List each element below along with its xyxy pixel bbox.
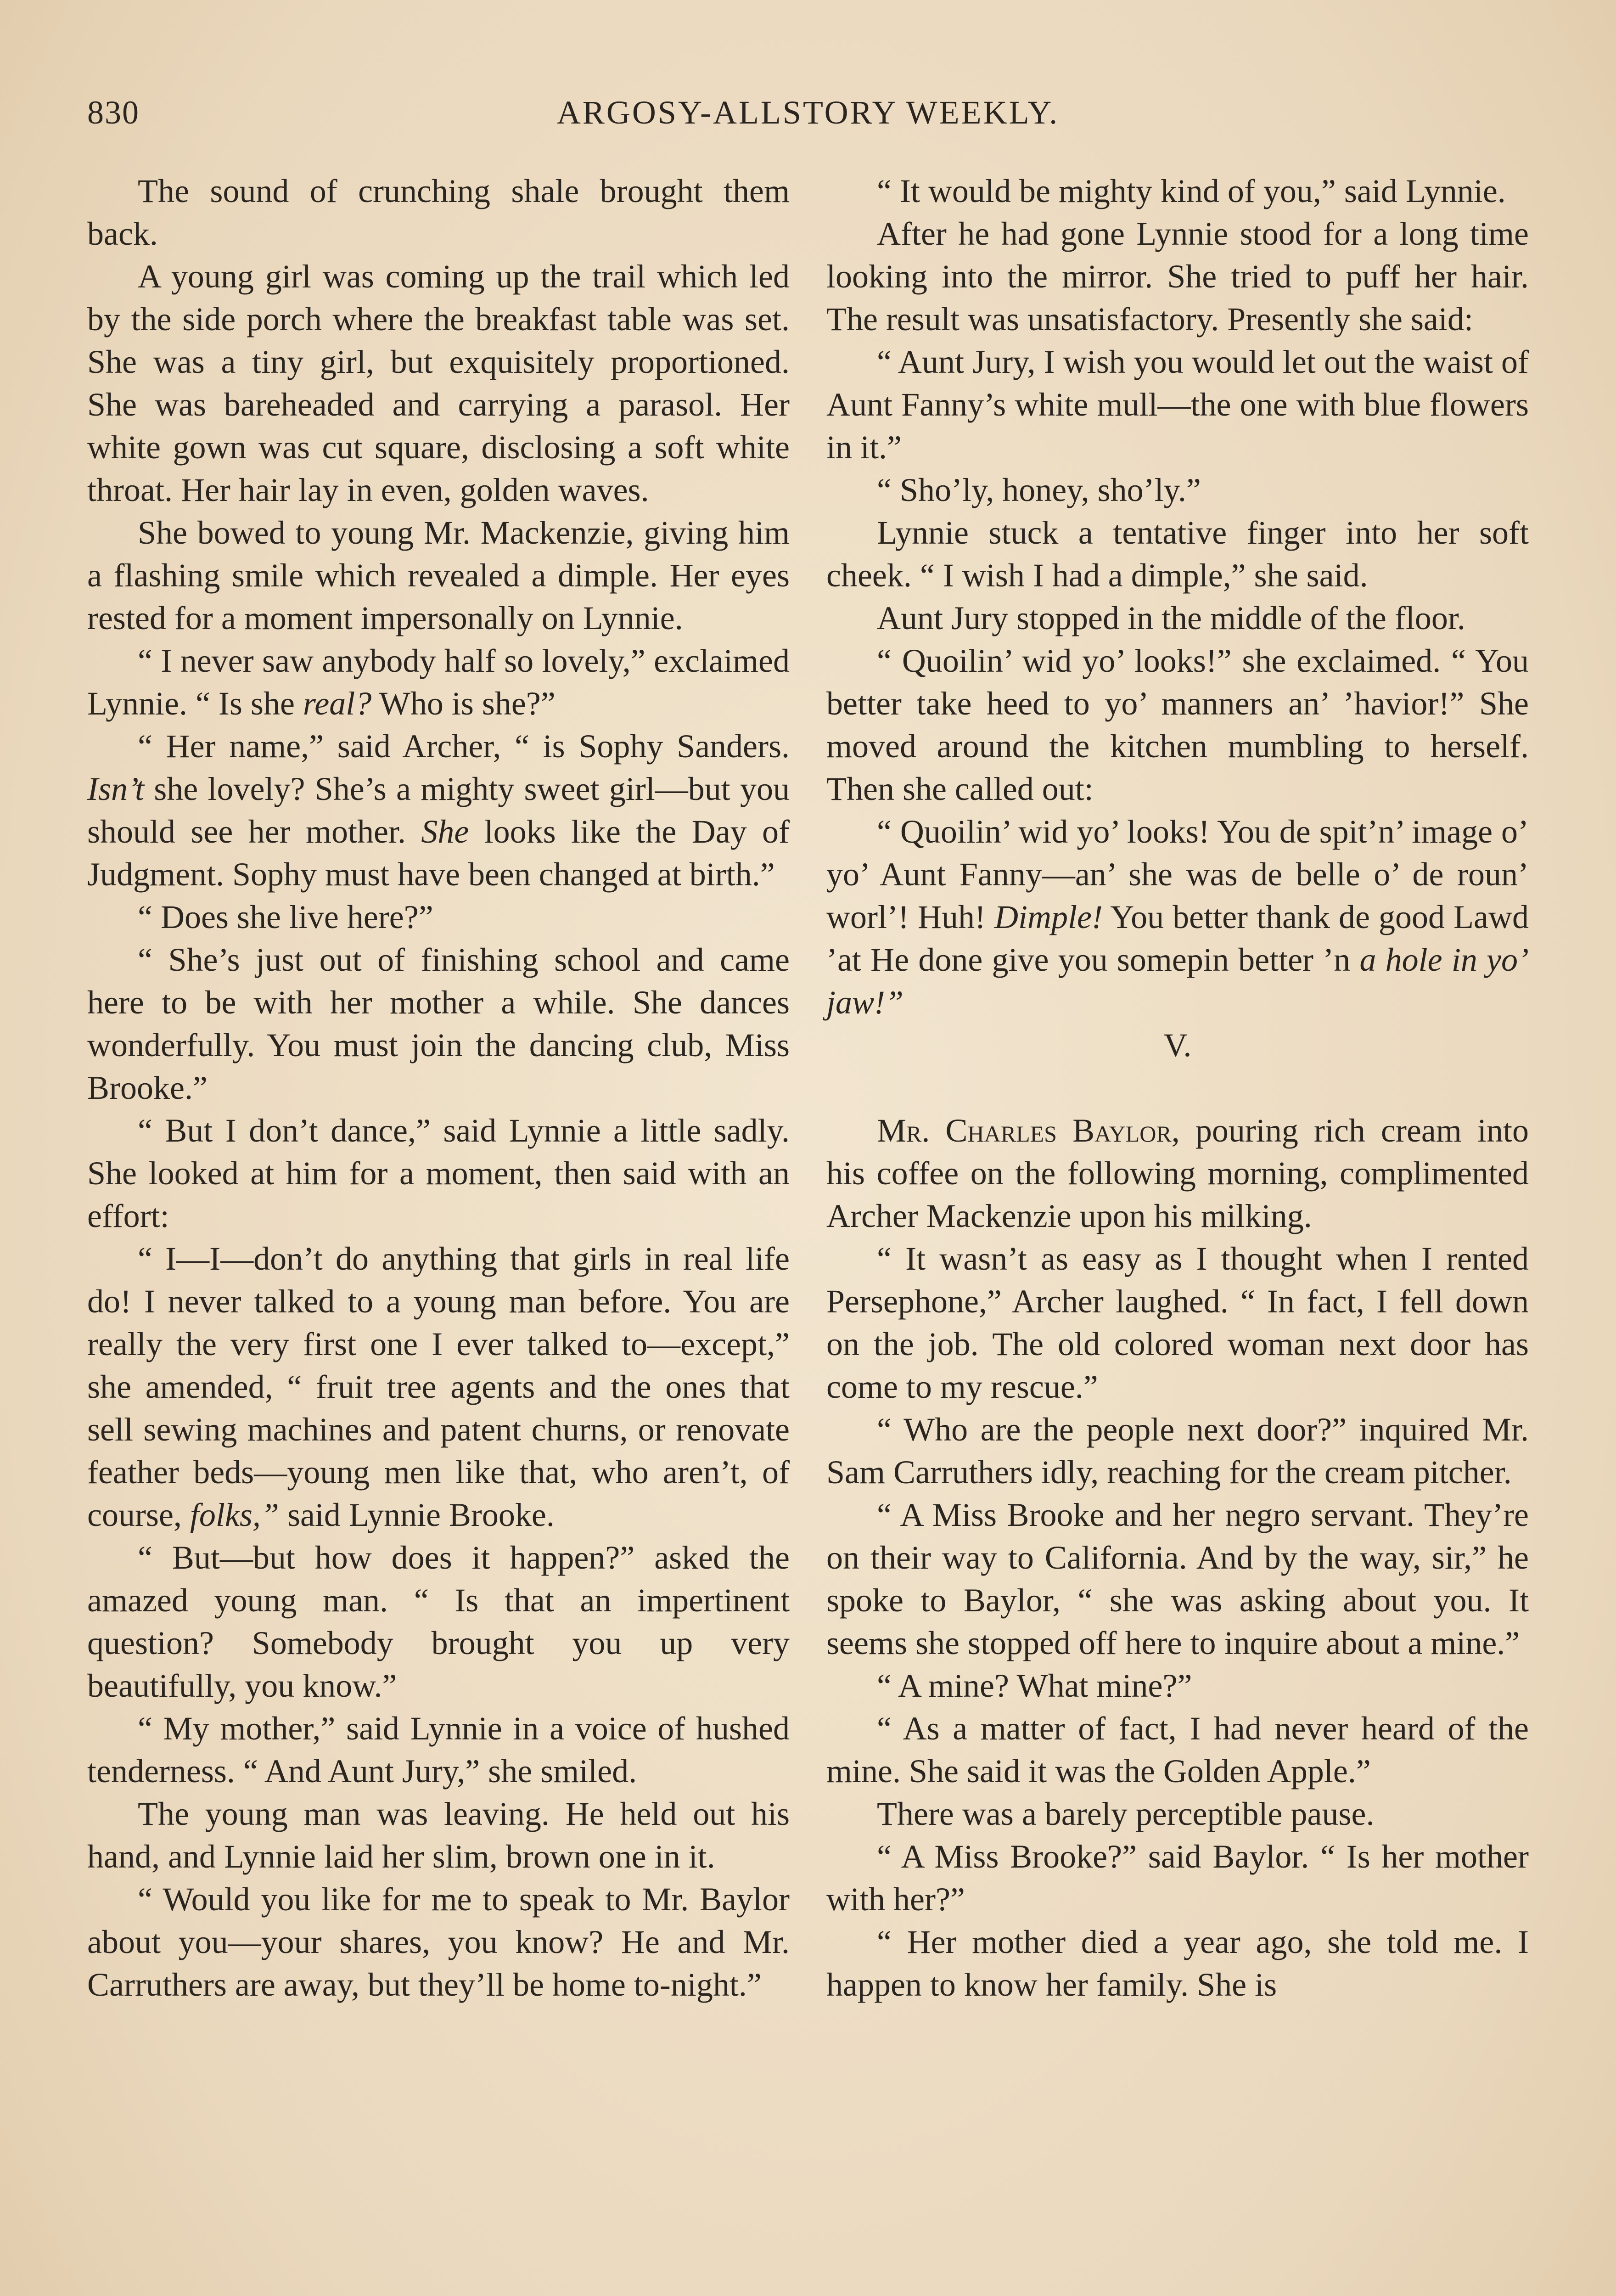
paragraph: “ Sho’ly, honey, sho’ly.” xyxy=(877,472,1201,508)
paragraph: After he had gone Lynnie stood for a long time looking into the mirror. She tried to puff her hair. The result was unsatisfactory. Presently she said: xyxy=(826,215,1529,338)
paragraph: Mr. Charles Baylor, pouring rich cream into his coffee on the following morning, complimented Archer Mackenzie upon his milking. xyxy=(826,1112,1529,1234)
paragraph: “ But—but how does it happen?” asked the amazed young man. “ Is that an impertinent question? Somebody brought you up very beautifully, you know.” xyxy=(87,1539,790,1704)
paragraph: The sound of crunching shale brought them back. xyxy=(87,173,790,252)
paragraph: Aunt Jury stopped in the middle of the floor. xyxy=(877,600,1465,636)
italic-text: Dimple! xyxy=(994,899,1103,935)
left-column xyxy=(87,170,790,2006)
paragraph: “ Aunt Jury, I wish you would let out the waist of Aunt Fanny’s white mull—the one with blue flowers in it.” xyxy=(826,343,1529,466)
paragraph: “ She’s just out of finishing school and came here to be with her mother a while. She dances wonderfully. You must join the dancing club, Miss Brooke.” xyxy=(87,941,790,1106)
paragraph: “ Who are the people next door?” inquired Mr. Sam Carruthers idly, reaching for the cream pitcher. xyxy=(826,1411,1529,1491)
paragraph: The young man was leaving. He held out his hand, and Lynnie laid her slim, brown one in it. xyxy=(87,1795,790,1875)
paragraph: A young girl was coming up the trail which led by the side porch where the breakfast table was set. She was a tiny girl, but exquisitely proportioned. She was bareheaded and carrying a parasol. Her white gown was cut square, disclosing a soft white throat. Her hair lay in even, golden waves. xyxy=(87,258,790,508)
paragraph: “ But I don’t dance,” said Lynnie a little sadly. She looked at him for a moment, then said with an effort: xyxy=(87,1112,790,1234)
paragraph: “ Her mother died a year ago, she told me. I happen to know her family. She is xyxy=(826,1924,1529,2003)
paragraph: “ I—I—don’t do anything that girls in real life do! I never talked to a young man before. You are really the very first one I ever talked to—except,” she amended, “ fruit tree agents and the ones that sell sewing machines and patent churns, or renovate feather beds—young men like that, who aren’t, of course, folks,” said Lynnie Brooke. xyxy=(87,1240,790,1533)
small-caps-text: Mr. Charles Baylor, xyxy=(877,1112,1180,1149)
italic-text: folks,” xyxy=(190,1497,279,1533)
paragraph: “ Her name,” said Archer, “ is Sophy Sanders. Isn’t she lovely? She’s a mighty sweet girl—but you should see her mother. She looks like the Day of Judgment. Sophy must have been changed at birth.” xyxy=(87,728,790,893)
page-header xyxy=(87,87,1529,138)
paragraph: “ Quoilin’ wid yo’ looks!” she exclaimed. “ You better take heed to yo’ manners an’ ’havior!” She moved around the kitchen mumbling to herself. Then she called out: xyxy=(826,642,1529,807)
paragraph: There was a barely perceptible pause. xyxy=(877,1795,1375,1832)
italic-text: She xyxy=(421,813,469,850)
section-heading: V. xyxy=(1163,1027,1192,1064)
paragraph: “ It would be mighty kind of you,” said Lynnie. xyxy=(877,173,1506,209)
paragraph: “ It wasn’t as easy as I thought when I rented Persephone,” Archer laughed. “ In fact, I fell down on the job. The old colored woman next door has come to my rescue.” xyxy=(826,1240,1529,1405)
paragraph: “ A Miss Brooke and her negro servant. They’re on their way to California. And by the way, sir,” he spoke to Baylor, “ she was asking about you. It seems she stopped off here to inquire about a mine.” xyxy=(826,1497,1529,1661)
paragraph: “ I never saw anybody half so lovely,” exclaimed Lynnie. “ Is she real? Who is she?” xyxy=(87,642,790,722)
page-number: 830 xyxy=(87,94,140,131)
paragraph: “ Would you like for me to speak to Mr. Baylor about you—your shares, you know? He and Mr. Carruthers are away, but they’ll be home to-night.” xyxy=(87,1881,790,2003)
paragraph: “ A mine? What mine?” xyxy=(877,1667,1192,1704)
italic-text: Isn’t xyxy=(87,771,144,807)
italic-text: real? xyxy=(303,685,372,722)
paragraph: “ As a matter of fact, I had never heard of the mine. She said it was the Golden Apple.” xyxy=(826,1710,1529,1790)
paragraph: “ A Miss Brooke?” said Baylor. “ Is her mother with her?” xyxy=(826,1838,1529,1918)
paragraph: “ Quoilin’ wid yo’ looks! You de spit’n’ image o’ yo’ Aunt Fanny—an’ she was de belle o’ de roun’ worl’! Huh! Dimple! You better thank de good Lawd ’at He done give you somepin better ’n a hole in yo’ jaw!” xyxy=(826,813,1529,1021)
running-title: ARGOSY-ALLSTORY WEEKLY. xyxy=(556,94,1060,131)
paragraph: “ My mother,” said Lynnie in a voice of hushed tenderness. “ And Aunt Jury,” she smiled. xyxy=(87,1710,790,1790)
paragraph: “ Does she live here?” xyxy=(138,899,433,935)
paragraph: She bowed to young Mr. Mackenzie, giving him a flashing smile which revealed a dimple. Her eyes rested for a moment impersonally on Lynnie. xyxy=(87,514,790,636)
italic-text: a hole in yo’ jaw!” xyxy=(826,941,1529,1021)
right-column xyxy=(826,170,1529,2006)
paragraph: Lynnie stuck a tentative finger into her soft cheek. “ I wish I had a dimple,” she said. xyxy=(826,514,1529,594)
